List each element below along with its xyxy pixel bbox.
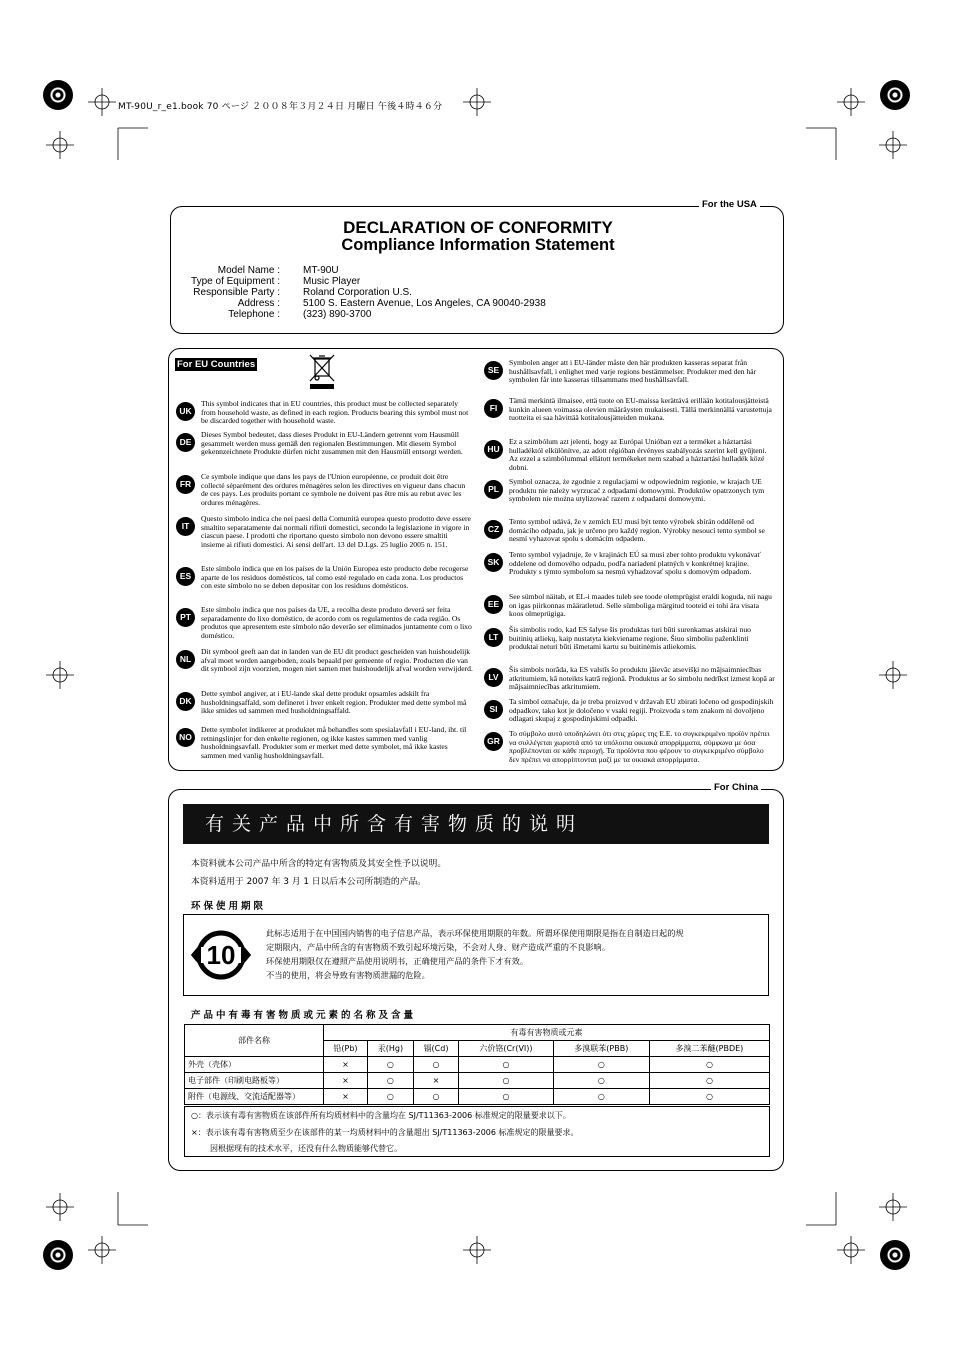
language-badge-de: DE [176,433,195,452]
substance-mark: × [324,1089,368,1105]
table-note: ×：表示该有毒有害物质至少在该部件的某一均质材料中的含量超出 SJ/T11363-2006 标准规定的限量要求。 [191,1128,579,1137]
weee-statement-pt: Este símbolo indica que nos países da UE, a recolha deste produto deverá ser feita separadamente do lixo doméstico, de acordo com os regulamentos de cada região. Os produtos que apresentem este símbolo não deverão ser eliminados juntamente com o lixo doméstico. [201,605,472,640]
eu-label: For EU Countries [177,359,256,370]
weee-statement-de: Dieses Symbol bedeutet, dass dieses Produkt in EU-Ländern getrennt vom Hausmüll gesammelt werden muss gemäß den regionalen Bestimmungen. Mit diesem Symbol gekennzeichnete Produkte dürfen nicht zusammen mit den Hausmüll entsorgt werden. [201,430,463,457]
table-note: ○：表示该有毒有害物质在该部件所有均质材料中的含量均在 SJ/T11363-2006 标准规定的限量要求以下。 [191,1111,571,1120]
table-note: 因根据现有的技术水平，还没有什么物质能够代替它。 [210,1144,402,1153]
substance-mark: ○ [649,1073,769,1089]
substance-mark: ○ [649,1089,769,1105]
language-badge-gr: GR [484,732,503,751]
language-badge-lv: LV [484,668,503,687]
crossed-bin-icon [307,352,337,390]
substance-mark: ○ [553,1073,649,1089]
group-header: 有毒有害物质或元素 [324,1025,770,1041]
substance-column: 铅(Pb) [324,1041,368,1057]
part-header: 部件名称 [185,1025,324,1057]
table-row [185,1073,770,1089]
language-badge-pl: PL [484,480,503,499]
weee-statement-pl: Symbol oznacza, że zgodnie z regulacjami w odpowiednim regionie, w krajach UE produktu nie należy wyrzucać z odpadami domowymi. Produktów opatrzonych tym symbolem nie można utylizować razem z odpadami domowymi. [509,477,765,504]
substance-column: 汞(Hg) [367,1041,413,1057]
substance-mark: × [324,1073,368,1089]
usa-label: For the USA [699,199,760,210]
weee-statement-es: Este símbolo indica que en los países de la Unión Europea este producto debe recogerse aparte de los residuos domésticos, tal como esté regulado en cada zona. Los productos con este símbolo no se deben depositar con los residuos domésticos. [201,564,469,591]
weee-statement-lv: Šis simbols norāda, ka ES valstīs šo produktu jāievāc atsevišķi no mājsaimniecības atkritumiem, kā noteikts katrā reģionā. Produktus ar šo simbolu nedrīkst izmest kopā ar mājsaimniecības atkritumiem. [509,665,775,692]
substance-mark: ○ [553,1089,649,1105]
env-line: 不当的使用，将会导致有害物质泄漏的危险。 [266,970,430,980]
substance-column: 镉(Cd) [413,1041,458,1057]
env-line: 定期限内，产品中所含的有害物质不致引起环境污染，不会对人身、财产造成严重的不良影响。 [266,942,610,952]
language-badge-es: ES [176,567,195,586]
weee-statement-lt: Šis simbolis rodo, kad ES šalyse šis produktas turi būti surenkamas atskirai nuo buitinių atliekų, kaip nustatyta kiekviename regione. Šiuo simboliu paženklinti produktai neturi būti išmetami kartu su buitinėmis atliekomis. [509,625,751,652]
substance-mark: ○ [553,1057,649,1073]
substance-mark: ○ [459,1073,554,1089]
china-intro: 本资料适用于 2007 年 3 月 1 日以后本公司所制造的产品。 [191,877,427,887]
part-name: 电子部件（印刷电路板等） [185,1073,324,1089]
weee-statement-fi: Tämä merkintä ilmaisee, että tuote on EU-maissa kerättävä erillään kotitalousjätteistä kunkin alueen voimassa olevien määräysten mukaisesti. Tällä merkinnällä varustettuja tuotteita ei saa hävittää kotitalousjätteiden mukana. [509,396,772,423]
substance-column: 多溴二苯醚(PBDE) [649,1041,769,1057]
weee-statement-sk: Tento symbol vyjadruje, že v krajinách EÚ sa musí zber tohto produktu vykonávať oddelene od domového odpadu, podľa nariadení platných v konkrétnej krajine. Produkty s týmto symbolom sa nesmú vyhadzovať spolu s domovým odpadom. [509,550,761,577]
substance-mark: ○ [459,1057,554,1073]
weee-statement-gr: Το σύμβολο αυτό υποδηλώνει ότι στις χώρες της Ε.Ε. το συγκεκριμένο προϊόν πρέπει να συλλέγεται χωριστά από τα υπόλοιπα οικιακά απορρίμματα, σύμφωνα με όσα προβλέπονται σε κάθε περιοχή. Τα προϊόντα που φέρουν το συγκεκριμένο σύμβολο δεν πρέπει να απορρίπτονται μαζί με τα οικιακά απορρίμματα. [509,729,770,764]
part-name: 附件（电源线、交流适配器等） [185,1089,324,1105]
weee-statement-si: Ta simbol označuje, da je treba proizvod v državah EU zbirati ločeno od gospodinjskih odpadkov, tako kot je določeno v vsaki regiji. Proizvoda s tem znakom ni dovoljeno odlagati skupaj z gospodinjskimi odpadki. [509,697,774,724]
declaration-subtitle: Compliance Information Statement [341,236,615,254]
language-badge-se: SE [484,361,503,380]
weee-statement-dk: Dette symbol angiver, at i EU-lande skal dette produkt opsamles adskilt fra husholdningsaffald, som defineret i hver enkelt region. Produkter med dette symbol må ikke smides ud sammen med husholdningsaffald. [201,689,467,716]
weee-statement-hu: Ez a szimbólum azt jelenti, hogy az Európai Unióban ezt a terméket a háztartási hulladéktól elkülönítve, az adott régióban érvényes szabályozás szerint kell gyűjteni. Az ezzel a szimbólummal ellátott termékeket nem szabad a háztartási hulladék közé dobni. [509,437,767,472]
language-badge-dk: DK [176,692,195,711]
env-period-icon [188,925,254,985]
language-badge-uk: UK [176,402,195,421]
weee-statement-it: Questo simbolo indica che nei paesi della Comunità europea questo prodotto deve essere smaltito separatamente dai normali rifiuti domestici, secondo la legislazione in vigore in ciascun paese. I prodotti che riportano questo simbolo non devono essere smaltiti insieme ai rifiuti domestici. Ai sensi dell'art. 13 del D.Lgs. 25 luglio 2005 n. 151. [201,514,471,549]
env-line: 此标志适用于在中国国内销售的电子信息产品，表示环保使用期限的年数。所谓环保使用期限是指在自制造日起的规 [266,928,684,938]
language-badge-fr: FR [176,475,195,494]
substance-mark: ○ [413,1089,458,1105]
substance-column: 多溴联苯(PBB) [553,1041,649,1057]
hazardous-substance-table [184,1024,770,1105]
substance-mark: ○ [367,1089,413,1105]
weee-statement-cz: Tento symbol udává, že v zemích EU musí být tento výrobek sbírán odděleně od domácího odpadu, jak je určeno pro každý region. Výrobky nesoucí tento symbol se nesmí vyhazovat spolu s domácím odpadem. [509,517,765,544]
weee-statement-uk: This symbol indicates that in EU countries, this product must be collected separately from household waste, as defined in each region. Products bearing this symbol must not be discarded together with household waste. [201,399,469,426]
weee-statement-nl: Dit symbool geeft aan dat in landen van de EU dit product gescheiden van huishoudelijk afval moet worden aangeboden, zoals bepaald per gemeente of regio. Producten die van dit symbool zijn voorzien, mogen niet samen met huishoudelijk afval worden verwijderd. [201,647,473,674]
language-badge-it: IT [176,517,195,536]
weee-statement-fr: Ce symbole indique que dans les pays de l'Union européenne, ce produit doit être collecté séparément des ordures ménagères selon les directives en vigueur dans chacun de ces pays. Les produits portant ce symbole ne doivent pas être mis au rebut avec les ordures ménagères. [201,472,466,507]
file-header: MT-90U_r_e1.book 70 ページ ２００８年３月２４日 月曜日 午後４時４６分 [118,102,443,112]
substance-mark: ○ [367,1057,413,1073]
part-name: 外壳（壳体） [185,1057,324,1073]
language-badge-pt: PT [176,608,195,627]
table-heading: 产品中有毒有害物质或元素的名称及含量 [191,1010,417,1021]
weee-statement-no: Dette symbolet indikerer at produktet må behandles som spesialavfall i EU-land, iht. til retningslinjer for den enkelte regionen, og ikke kastes sammen med vanlig husholdningsavfall. Produkter som er merket med dette symbolet, må ikke kastes sammen med vanlig husholdningsavfall. [201,725,467,760]
substance-mark: × [413,1073,458,1089]
language-badge-no: NO [176,728,195,747]
svg-text:10: 10 [206,940,236,970]
language-badge-lt: LT [484,628,503,647]
language-badge-hu: HU [484,440,503,459]
env-line: 环保使用期限仅在遵照产品使用说明书，正确使用产品的条件下才有效。 [266,956,529,966]
language-badge-nl: NL [176,650,195,669]
china-title: 有关产品中所含有害物质的说明 [183,804,769,844]
substance-mark: × [324,1057,368,1073]
language-badge-fi: FI [484,399,503,418]
weee-statement-ee: See sümbol näitab, et EL-i maades tuleb see toode olemprügist eraldi koguda, nii nagu on igas piirkonnas määratletud. Selle sümboliga märgitud tooteid ei tohi ära visata koos olmeprügiga. [509,592,772,619]
table-row [185,1057,770,1073]
substance-mark: ○ [367,1073,413,1089]
china-label: For China [711,782,761,793]
env-heading: 环保使用期限 [191,901,267,912]
substance-mark: ○ [413,1057,458,1073]
language-badge-ee: EE [484,595,503,614]
declaration-title: DECLARATION OF CONFORMITY [343,218,613,237]
table-row [185,1089,770,1105]
substance-mark: ○ [649,1057,769,1073]
language-badge-cz: CZ [484,520,503,539]
weee-statement-se: Symbolen anger att i EU-länder måste den här produkten kasseras separat från hushållsavfall, i enlighet med varje regions bestämmelser. Produkter med den här symbolen får inte kasseras tillsammans med hushållsavfall. [509,358,757,385]
substance-mark: ○ [459,1089,554,1105]
language-badge-sk: SK [484,553,503,572]
language-badge-si: SI [484,700,503,719]
china-intro: 本资料就本公司产品中所含的特定有害物质及其安全性予以说明。 [191,859,447,869]
substance-column: 六价铬(Cr(VI)) [459,1041,554,1057]
